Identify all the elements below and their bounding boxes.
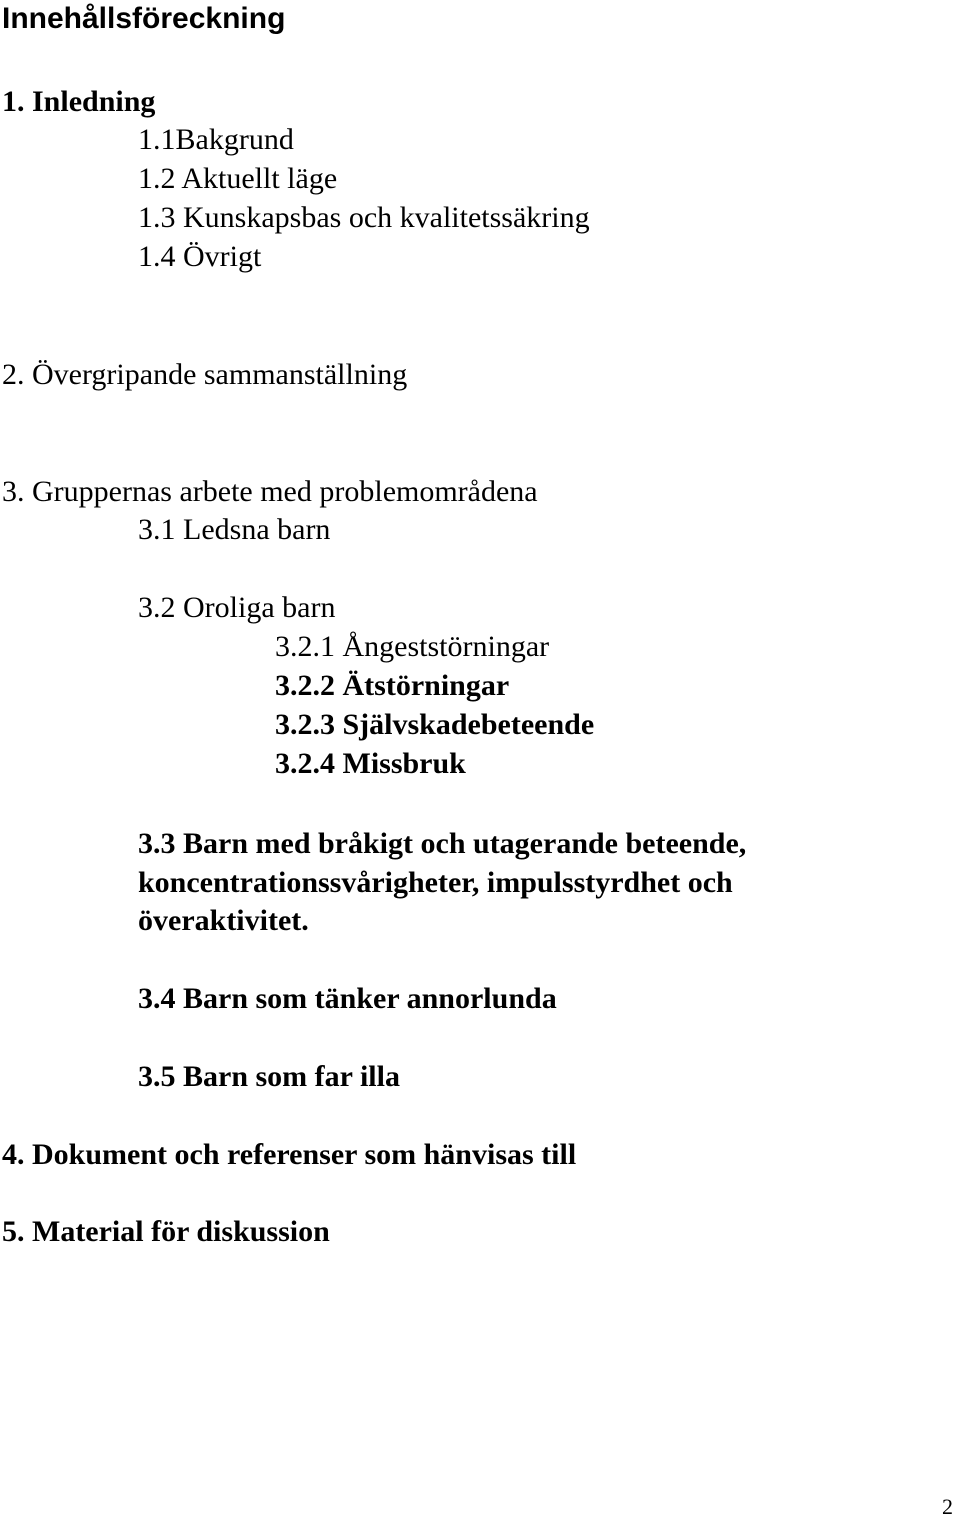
toc-item-1-3: 1.3 Kunskapsbas och kvalitetssäkring (138, 201, 590, 234)
toc-item-3-2-4: 3.2.4 Missbruk (275, 747, 466, 780)
toc-item-3-2-2: 3.2.2 Ätstörningar (275, 669, 510, 702)
toc-item-3-1: 3.1 Ledsna barn (138, 513, 331, 546)
page-number: 2 (942, 1494, 953, 1519)
toc-item-1-4: 1.4 Övrigt (138, 240, 262, 273)
toc-item-4: 4. Dokument och referenser som hänvisas till (2, 1138, 577, 1171)
toc-item-3-2-3: 3.2.3 Självskadebeteende (275, 708, 595, 741)
toc-item-1: 1. Inledning (2, 85, 156, 118)
toc-item-5: 5. Material för diskussion (2, 1215, 330, 1248)
toc-item-3-3-line3: överaktivitet. (138, 904, 309, 937)
toc-item-1-1: 1.1Bakgrund (138, 123, 294, 156)
toc-item-1-2: 1.2 Aktuellt läge (138, 162, 338, 195)
toc-item-3-3-line2: koncentrationssvårigheter, impulsstyrdhet och (138, 866, 733, 899)
toc-item-3-3-line1: 3.3 Barn med bråkigt och utagerande beteende, (138, 827, 747, 860)
toc-item-3-2-1: 3.2.1 Ångeststörningar (275, 630, 550, 663)
page-title: Innehållsföreckning (2, 2, 286, 35)
toc-item-3-5: 3.5 Barn som far illa (138, 1060, 400, 1093)
toc-item-3-2: 3.2 Oroliga barn (138, 591, 336, 624)
toc-item-3: 3. Gruppernas arbete med problemområdena (2, 475, 538, 508)
toc-item-2: 2. Övergripande sammanställning (2, 358, 408, 391)
toc-item-3-4: 3.4 Barn som tänker annorlunda (138, 982, 557, 1015)
